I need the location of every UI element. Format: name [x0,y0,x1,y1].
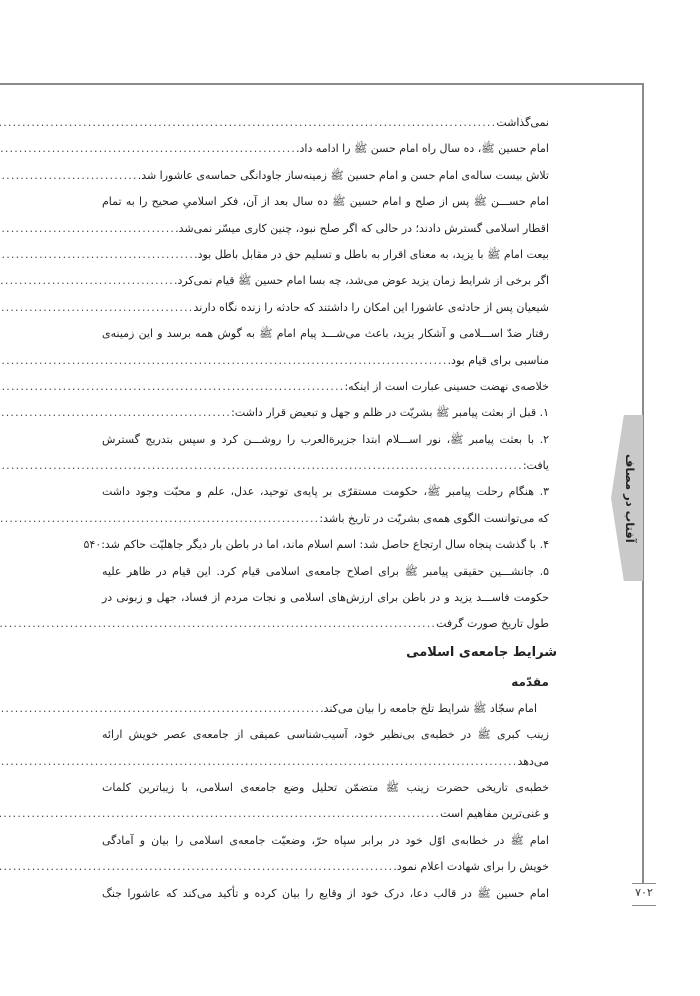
entry-title: امام سجّاد ﷺ شرایط تلخ جامعه را بیان می‌کند. [320,701,537,715]
entry-title: نمی‌گذاشت [496,116,549,129]
index-entry [102,295,549,321]
entries-after-section [102,696,549,907]
entry-last-line [102,749,549,775]
entry-text-line: زینب کبری ﷺ در خطبه‌ی بی‌نظیر خود، آسیب‌شناسی عمیقی از جامعه‌ی عصر خویش ارائه [102,728,549,742]
index-entry [83,532,549,558]
index-entry [102,374,549,400]
entry-title: اگر برخی از شرایط زمان یزید عوض می‌شد، چه بسا امام حسین ﷺ قیام نمی‌کرد. [173,274,549,288]
index-entry [102,696,549,722]
index-entry [102,479,549,532]
dot-leader [0,854,393,880]
dot-leader [0,611,436,637]
dot-leader [0,242,194,268]
dot-leader [0,268,174,294]
index-entry [102,775,549,828]
entry-title: امام حسین ﷺ، ده سال راه امام حسن ﷺ را ادامه داد. [296,142,549,156]
entry-text-line: امام حســـن ﷺ پس از صلح و امام حسین ﷺ ده سال بعد از آن، فکر اسلامیِ صحیح را به تمام [102,195,549,209]
entry-last-line [102,854,549,880]
entry-last-line [102,242,549,268]
running-head-tab-label [611,415,649,581]
section-title: شرایط جامعه‌ی اسلامی [406,644,557,660]
index-entry [102,321,549,374]
entry-last-line [102,506,549,532]
entry-text-line: حکومت فاســـد یزید و در باطن برای ارزش‌های اسلامی و نجات مردم از فساد، جهل و زبونی در [102,591,549,605]
dot-leader [0,295,194,321]
entry-text-line: ۲. با بعثت پیامبر ﷺ، نور اســـلام ابتدا جزیرةالعرب را روشـــن کرد و سپس بتدریج گسترش [102,432,549,446]
index-entry [102,189,549,242]
top-border-rule [0,83,644,85]
dot-leader [0,348,448,374]
entry-text-line: امام حسین ﷺ در قالب دعا، درک خود از وقایع را بیان کرده و تأکید می‌کند که عاشورا جنگ [102,886,549,900]
entry-page-number[interactable]: ۵۴۰ [83,538,102,552]
entry-last-line [102,163,549,189]
index-entry [102,136,549,162]
index-entry [102,110,549,136]
entry-title: بیعت امام ﷺ با یزید، به معنای اقرار به باطل و تسلیم حق در مقابل باطل بود. [194,247,549,261]
entry-text-line: ۵. جانشـــین حقیقی پیامبر ﷺ برای اصلاح جامعه‌ی اسلامی قیام کرد. این قیام در ظاهر علیه [102,564,549,578]
index-content [83,110,557,907]
dot-leader [0,136,296,162]
index-entry [102,163,549,189]
dot-leader [0,110,496,136]
entry-text-line: خطبه‌ی تاریخی حضرت زینب ﷺ متضمّن تحلیل وضع جامعه‌ی اسلامی، با زیباترین کلمات [102,780,549,794]
page-number-rule-bottom [632,905,656,906]
entry-last-line [102,216,549,242]
entry-last-line [102,110,549,136]
entries-before-section [83,110,549,638]
subsection-title: مقدّمه [511,674,549,689]
dot-leader [0,696,320,722]
entry-last-line [102,696,549,722]
entry-last-line [102,801,549,827]
dot-leader [0,400,231,426]
entry-last-line [102,400,549,426]
index-entry [102,268,549,294]
entry-title: طول تاریخ صورت گرفت [436,617,549,631]
entry-title: خویش را برای شهادت اعلام نمود. [393,860,549,874]
entry-last-line [102,453,549,479]
dot-leader [0,163,138,189]
entry-text-line: امام ﷺ در خطابه‌ی اوّل خود در برابر سپاه حرّ، وضعیّت جامعه‌ی اسلامی را بیان و آمادگی [102,833,549,847]
index-entry [102,400,549,426]
entry-title: اقطار اسلامی گسترش دادند؛ در حالی که اگر صلح نبود، چنین کاری میسّر نمی‌شد. [175,221,549,235]
entry-last-line [102,611,549,637]
entry-title: می‌دهد [517,754,549,768]
entry-title: خلاصه‌ی نهضت حسینی عبارت است از اینکه: [344,379,549,393]
entry-title: شیعیان پس از حادثه‌ی عاشورا این امکان را داشتند که حادثه را زنده نگاه دارند [193,300,549,314]
page-number: ۷۰۲ [635,886,653,899]
entry-last-line [102,374,549,400]
running-head-text: آفتاب در مصاف [623,453,637,543]
index-entry [102,722,549,775]
index-entry [102,881,549,907]
dot-leader [0,749,517,775]
entry-last-line [102,268,549,294]
index-entry [102,427,549,480]
dot-leader [0,453,523,479]
entry-last-line [83,532,549,558]
entry-title: که می‌توانست الگوی همه‌ی بشریّت در تاریخ باشد: [319,511,549,525]
entry-last-line [102,348,549,374]
index-entry [102,242,549,268]
dot-leader [0,801,440,827]
dot-leader [0,216,175,242]
entry-text-line: رفتار ضدّ اســـلامی و آشکار یزید، باعث می‌شـــد پیام امام ﷺ به گوش همه برسد و این زمینه‌ی [102,327,549,341]
entry-title: مناسبی برای قیام بود. [447,353,549,367]
dot-leader [0,506,319,532]
entry-last-line [102,136,549,162]
entry-title: و غنی‌ترین مفاهیم است [440,807,549,821]
index-entry [102,828,549,881]
entry-title: ۱. قبل از بعثت پیامبر ﷺ بشریّت در ظلم و جهل و تبعیض قرار داشت: [231,406,549,420]
entry-title: ۴. با گذشت پنجاه سال ارتجاع حاصل شد: اسم اسلام ماند، اما در باطن بار دیگر جاهلیّت حاکم شد: [101,538,549,552]
index-entry [102,559,549,638]
entry-text-line: ۳. هنگام رحلت پیامبر ﷺ، حکومت مستقرّی بر پایه‌ی توحید، عدل، علم و محبّت وجود داشت [102,485,549,499]
dot-leader [0,374,344,400]
entry-last-line [102,295,549,321]
entry-title: تلاش بیست ساله‌ی امام حسن و امام حسین ﷺ زمینه‌ساز جاودانگی حماسه‌ی عاشورا شد. [137,168,549,182]
page-number-rule-top [632,883,656,884]
entry-title: یافت: [522,459,549,473]
